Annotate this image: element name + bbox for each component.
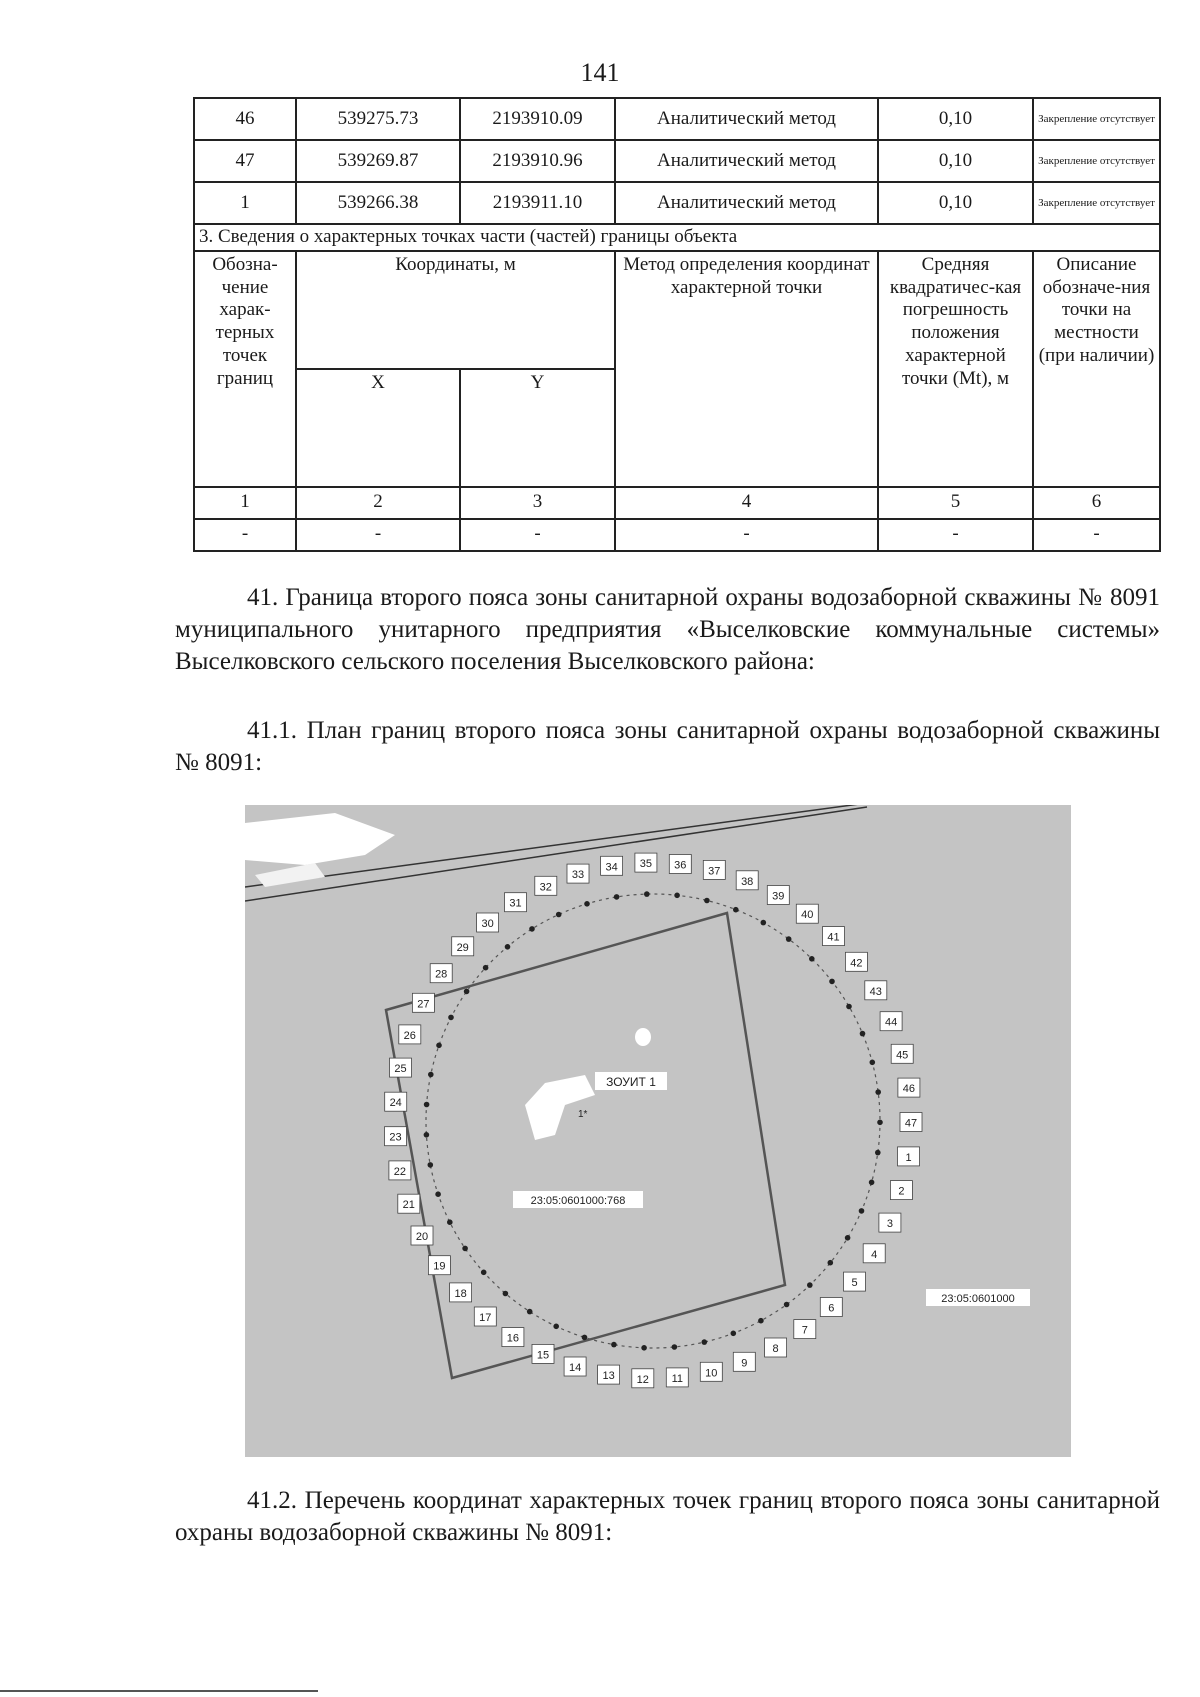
point-label: 42 <box>850 957 863 970</box>
boundary-point-marker <box>845 1235 851 1241</box>
point-label: 38 <box>741 875 754 888</box>
scan-artefact <box>635 1028 651 1046</box>
boundary-point-marker <box>584 901 590 907</box>
column-number: 4 <box>615 487 878 519</box>
boundary-point-marker <box>424 1132 430 1138</box>
point-label: 8 <box>772 1343 779 1355</box>
point-label: 26 <box>403 1029 416 1042</box>
boundary-plan-map <box>245 805 1071 1457</box>
boundary-point-marker <box>464 989 470 995</box>
cell-y: 2193910.09 <box>460 98 615 140</box>
boundary-point-marker <box>704 898 710 904</box>
boundary-point-marker <box>875 1089 881 1095</box>
quarter-label <box>926 1289 1030 1306</box>
point-label: 36 <box>674 859 687 872</box>
page-number: 141 <box>580 58 620 87</box>
boundary-point-marker <box>786 936 792 942</box>
point-label: 11 <box>671 1372 684 1385</box>
section-title: 3. Сведения о характерных точках части (частей) границы объекта <box>194 224 1160 251</box>
point-label: 30 <box>481 918 494 930</box>
point-label: 29 <box>456 941 469 954</box>
boundary-point-marker <box>582 1335 588 1341</box>
point-label: 23 <box>389 1131 402 1144</box>
boundary-point-marker <box>877 1120 883 1126</box>
point-label: 44 <box>884 1016 898 1029</box>
boundary-point-marker <box>614 894 620 900</box>
boundary-point-marker <box>869 1180 875 1186</box>
point-label: 39 <box>772 890 785 903</box>
cell-accuracy: 0,10 <box>878 182 1033 224</box>
boundary-point-marker <box>784 1302 790 1308</box>
cell-method: Аналитический метод <box>615 140 878 182</box>
point-label: 43 <box>869 985 882 998</box>
point-label: 20 <box>415 1231 429 1243</box>
cell-method: Аналитический метод <box>615 98 878 140</box>
point-label: 24 <box>389 1097 402 1110</box>
boundary-point-marker <box>644 891 650 897</box>
boundary-point-marker <box>672 1344 678 1350</box>
boundary-point-marker <box>733 907 739 913</box>
point-label: 17 <box>479 1312 492 1324</box>
column-number: 1 <box>194 487 296 519</box>
point-label: 46 <box>902 1083 916 1096</box>
zone-boundary-circle <box>426 894 880 1348</box>
point-label: 35 <box>639 858 653 871</box>
boundary-point-marker <box>529 926 535 932</box>
header-accuracy: Средняя квадратичес-кая погрешность положения характерной точки (Mt), м <box>878 251 1033 487</box>
cell-method: Аналитический метод <box>615 182 878 224</box>
cell-point-id: 1 <box>194 182 296 224</box>
boundary-point-marker <box>761 920 767 926</box>
boundary-point-marker <box>641 1345 647 1351</box>
cell-y: 2193910.96 <box>460 140 615 182</box>
point-label: 16 <box>506 1332 520 1345</box>
point-label: 45 <box>896 1049 909 1062</box>
header-method: Метод определения координат характерной точки <box>615 251 878 487</box>
boundary-point-marker <box>435 1191 441 1197</box>
point-label: 27 <box>417 998 430 1011</box>
boundary-point-marker <box>875 1150 881 1156</box>
boundary-point-marker <box>436 1043 442 1049</box>
boundary-point-marker <box>702 1339 708 1345</box>
paragraph-41: 41. Граница второго пояса зоны санитарной охраны водозаборной скважины № 8091 муниципального унитарного предприятия «Выселковские коммунальные системы» Выселковского сельского поселения Выселковского района: <box>175 584 1160 675</box>
point-label: 2 <box>898 1185 905 1198</box>
header-description: Описание обозначе-ния точки на местности (при наличии) <box>1033 251 1160 487</box>
cell-y: 2193911.10 <box>460 182 615 224</box>
point-label: 6 <box>828 1302 835 1315</box>
column-number: 2 <box>296 487 460 519</box>
dash-cell: - <box>878 519 1033 551</box>
point-label: 13 <box>602 1370 615 1383</box>
boundary-point-marker <box>828 1260 834 1266</box>
point-label: 25 <box>394 1063 407 1076</box>
point-label: 15 <box>536 1349 550 1362</box>
cell-description: Закрепление отсутствует <box>1033 140 1160 182</box>
quarter-label-text: 23:05:0601000 <box>941 1293 1015 1305</box>
boundary-point-marker <box>731 1331 737 1337</box>
header-x: X <box>296 369 460 487</box>
point-label: 33 <box>571 869 585 882</box>
header-y: Y <box>460 369 615 487</box>
dash-cell: - <box>1033 519 1160 551</box>
parcel-label <box>513 1191 643 1208</box>
point-label: 22 <box>393 1165 407 1178</box>
point-label: 9 <box>741 1357 748 1370</box>
cell-accuracy: 0,10 <box>878 98 1033 140</box>
table-row <box>194 140 1160 182</box>
point-label: 21 <box>402 1199 415 1212</box>
point-label: 37 <box>708 865 721 878</box>
boundary-point-marker <box>674 893 680 899</box>
boundary-point-marker <box>428 1072 434 1078</box>
point-label: 14 <box>568 1362 582 1374</box>
boundary-point-marker <box>611 1342 617 1348</box>
boundary-point-marker <box>448 1015 454 1021</box>
header-designation: Обозна-чение харак-терных точек границ <box>194 251 296 487</box>
cell-point-id: 46 <box>194 98 296 140</box>
boundary-point-marker <box>556 912 562 918</box>
cell-point-id: 47 <box>194 140 296 182</box>
cell-x: 539275.73 <box>296 98 460 140</box>
scan-artefact <box>245 813 395 865</box>
boundary-point-marker <box>481 1270 487 1276</box>
dash-cell: - <box>296 519 460 551</box>
point-label: 10 <box>705 1367 718 1380</box>
point-label: 5 <box>851 1277 858 1290</box>
column-number: 3 <box>460 487 615 519</box>
scan-artefact <box>255 863 325 887</box>
coordinates-table <box>193 97 1161 552</box>
point-label: 41 <box>827 931 840 944</box>
point-label: 18 <box>454 1287 467 1300</box>
point-label: 32 <box>539 881 552 894</box>
cell-x: 539269.87 <box>296 140 460 182</box>
point-label: 7 <box>801 1324 808 1337</box>
boundary-point-marker <box>758 1318 764 1324</box>
point-label: 28 <box>435 968 448 981</box>
boundary-point-marker <box>527 1309 533 1315</box>
boundary-point-marker <box>809 956 815 962</box>
small-mark-text: 1* <box>578 1109 588 1120</box>
boundary-point-marker <box>503 1291 509 1297</box>
paragraph-41-2: 41.2. Перечень координат характерных точек границ второго пояса зоны санитарной охраны водозаборной скважины № 8091: <box>175 1487 1160 1546</box>
scan-artefact <box>525 1075 595 1140</box>
point-label: 31 <box>509 897 522 910</box>
zone-label-text: ЗОУИТ 1 <box>606 1075 656 1089</box>
footnote-rule <box>0 1690 318 1692</box>
cell-x: 539266.38 <box>296 182 460 224</box>
table-row <box>194 98 1160 140</box>
table-row <box>194 182 1160 224</box>
boundary-point-marker <box>505 944 511 950</box>
boundary-point-marker <box>553 1324 559 1330</box>
parcel-label-text: 23:05:0601000:768 <box>530 1195 626 1207</box>
boundary-point-marker <box>870 1060 876 1066</box>
boundary-point-marker <box>860 1031 866 1037</box>
column-number: 5 <box>878 487 1033 519</box>
boundary-point-marker <box>428 1162 434 1168</box>
boundary-point-marker <box>447 1219 453 1225</box>
boundary-point-marker <box>462 1246 468 1252</box>
cell-accuracy: 0,10 <box>878 140 1033 182</box>
point-label: 19 <box>433 1260 446 1273</box>
zone-label <box>595 1072 667 1090</box>
map-canvas <box>245 805 1071 1457</box>
point-label: 34 <box>605 861 618 874</box>
dash-cell: - <box>615 519 878 551</box>
point-label: 40 <box>801 909 814 922</box>
cell-description: Закрепление отсутствует <box>1033 182 1160 224</box>
boundary-point-marker <box>829 979 835 985</box>
point-label: 1 <box>905 1151 912 1164</box>
boundary-point-marker <box>807 1282 813 1288</box>
boundary-point-marker <box>846 1004 852 1010</box>
point-label: 12 <box>636 1373 649 1386</box>
point-label: 3 <box>886 1218 893 1231</box>
boundary-point-marker <box>859 1208 865 1214</box>
paragraph-41-1: 41.1. План границ второго пояса зоны санитарной охраны водозаборной скважины № 8091: <box>175 717 1160 776</box>
boundary-point-marker <box>424 1102 430 1108</box>
cell-description: Закрепление отсутствует <box>1033 98 1160 140</box>
point-label: 4 <box>871 1248 878 1261</box>
header-coordinates: Координаты, м <box>296 251 615 369</box>
boundary-point-marker <box>483 965 489 971</box>
column-number: 6 <box>1033 487 1160 519</box>
dash-cell: - <box>460 519 615 551</box>
point-label: 47 <box>904 1117 918 1130</box>
dash-cell: - <box>194 519 296 551</box>
